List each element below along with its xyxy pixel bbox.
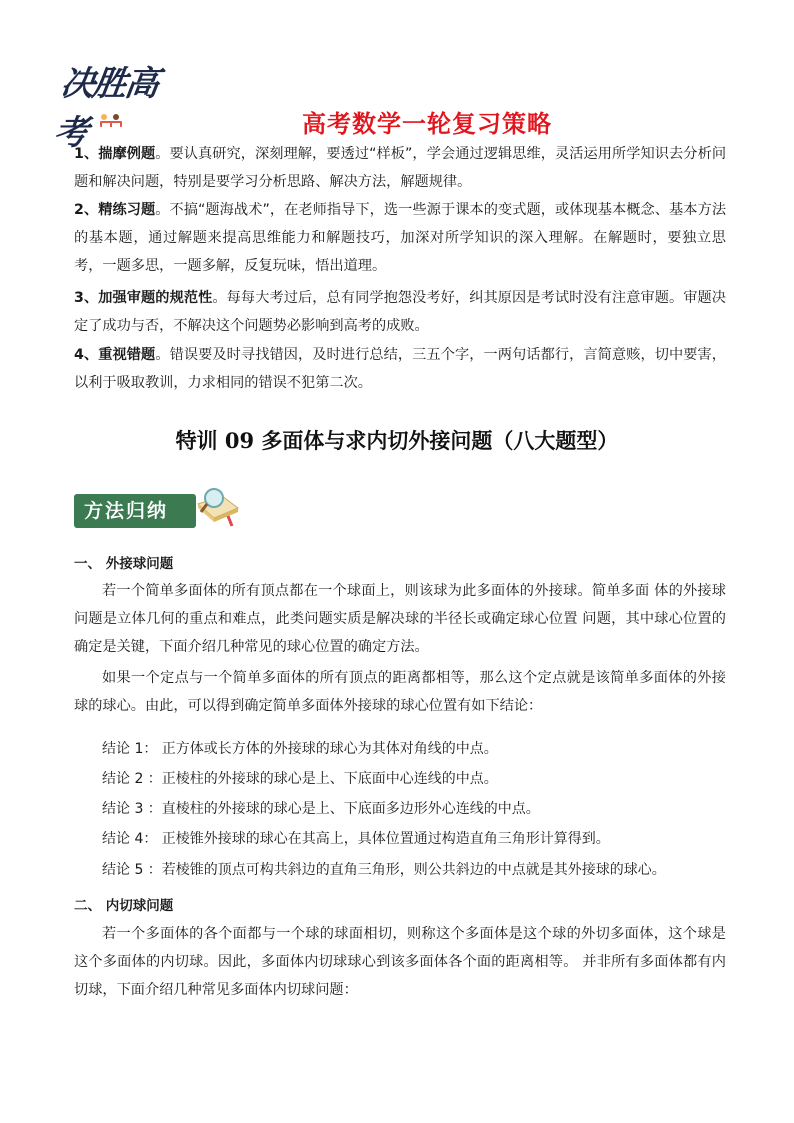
section-title: 特训 09 多面体与求内切外接问题（八大题型） xyxy=(175,428,619,453)
method-badge-label: 方法归纳 xyxy=(74,494,196,528)
strategy-head: 3、加强审题的规范性 xyxy=(74,290,213,306)
strategy-body: 。要认真研究，深刻理解，要透过“样板”，学会通过逻辑思维，灵活运用所学知识去分析问题和解决问题，特别是要学习分析思路、解决方法，解题规律。 xyxy=(74,146,727,190)
strategy-head: 4、重视错题 xyxy=(74,347,156,363)
part1-intro: 若一个简单多面体的所有顶点都在一个球面上，则该球为此多面体的外接球。简单多面 体的外接球问题是立体几何的重点和难点，此类问题实质是解决球的半径长或确定球心位置 问题，其中球心位置的确定是关键，下面介绍几种常见的球心位置的确定方法。 xyxy=(74,583,726,655)
logo-text: 决胜高考 xyxy=(51,64,160,153)
conclusion-3: 结论 3 ：直棱柱的外接球的球心是上、下底面多边形外心连线的中点。 xyxy=(102,801,540,817)
strategy-2 xyxy=(74,196,726,280)
strategy-4 xyxy=(74,341,726,397)
conclusion-4: 结论 4： 正棱锥外接球的球心在其高上，具体位置通过构造直角三角形计算得到。 xyxy=(102,831,610,847)
book-magnifier-icon xyxy=(192,486,242,530)
conclusion-2: 结论 2 ：正棱柱的外接球的球心是上、下底面中心连线的中点。 xyxy=(102,771,498,787)
document-title: 高考数学一轮复习策略 xyxy=(302,110,552,138)
conclusion-1: 结论 1： 正方体或长方体的外接球的球心为其体对角线的中点。 xyxy=(102,741,498,757)
conclusion-5: 结论 5 ：若棱锥的顶点可构共斜边的直角三角形，则公共斜边的中点就是其外接球的球心。 xyxy=(102,862,666,878)
part2-intro: 若一个多面体的各个面都与一个球的球面相切，则称这个多面体是这个球的外切多面体，这个球是这个多面体的内切球。因此，多面体内切球球心到该多面体各个面的距离相等。 并非所有多面体都有内切球，下面介绍几种常见多面体内切球问题： xyxy=(74,926,726,998)
strategy-body: 。不搞“题海战术”，在老师指导下，选一些源于课本的变式题，或体现基本概念、基本方法的基本题，通过解题来提高思维能力和解题技巧，加深对所学知识的深入理解。在解题时，要独立思考，一题多思，一题多解，反复玩味，悟出道理。 xyxy=(74,202,727,274)
part2-heading: 二、 内切球问题 xyxy=(74,898,174,914)
strategy-head: 1、揣摩例题 xyxy=(74,146,156,162)
strategy-body: 。错误要及时寻找错因，及时进行总结，三五个字，一两句话都行，言简意赅，切中要害，以利于吸取教训，力求相同的错误不犯第二次。 xyxy=(74,347,726,391)
strategy-head: 2、精练习题 xyxy=(74,202,156,218)
strategy-body: 。每每大考过后，总有同学抱怨没考好，纠其原因是考试时没有注意审题。审题决定了成功与否，不解决这个问题势必影响到高考的成败。 xyxy=(74,290,726,334)
part1-heading: 一、 外接球问题 xyxy=(74,556,174,572)
method-badge xyxy=(74,486,244,534)
strategy-1 xyxy=(74,140,726,196)
part1-paragraph: 如果一个定点与一个简单多面体的所有顶点的距离都相等，那么这个定点就是该简单多面体的外接球的球心。由此，可以得到确定简单多面体外接球的球心位置有如下结论： xyxy=(74,670,726,714)
strategy-3 xyxy=(74,284,726,340)
